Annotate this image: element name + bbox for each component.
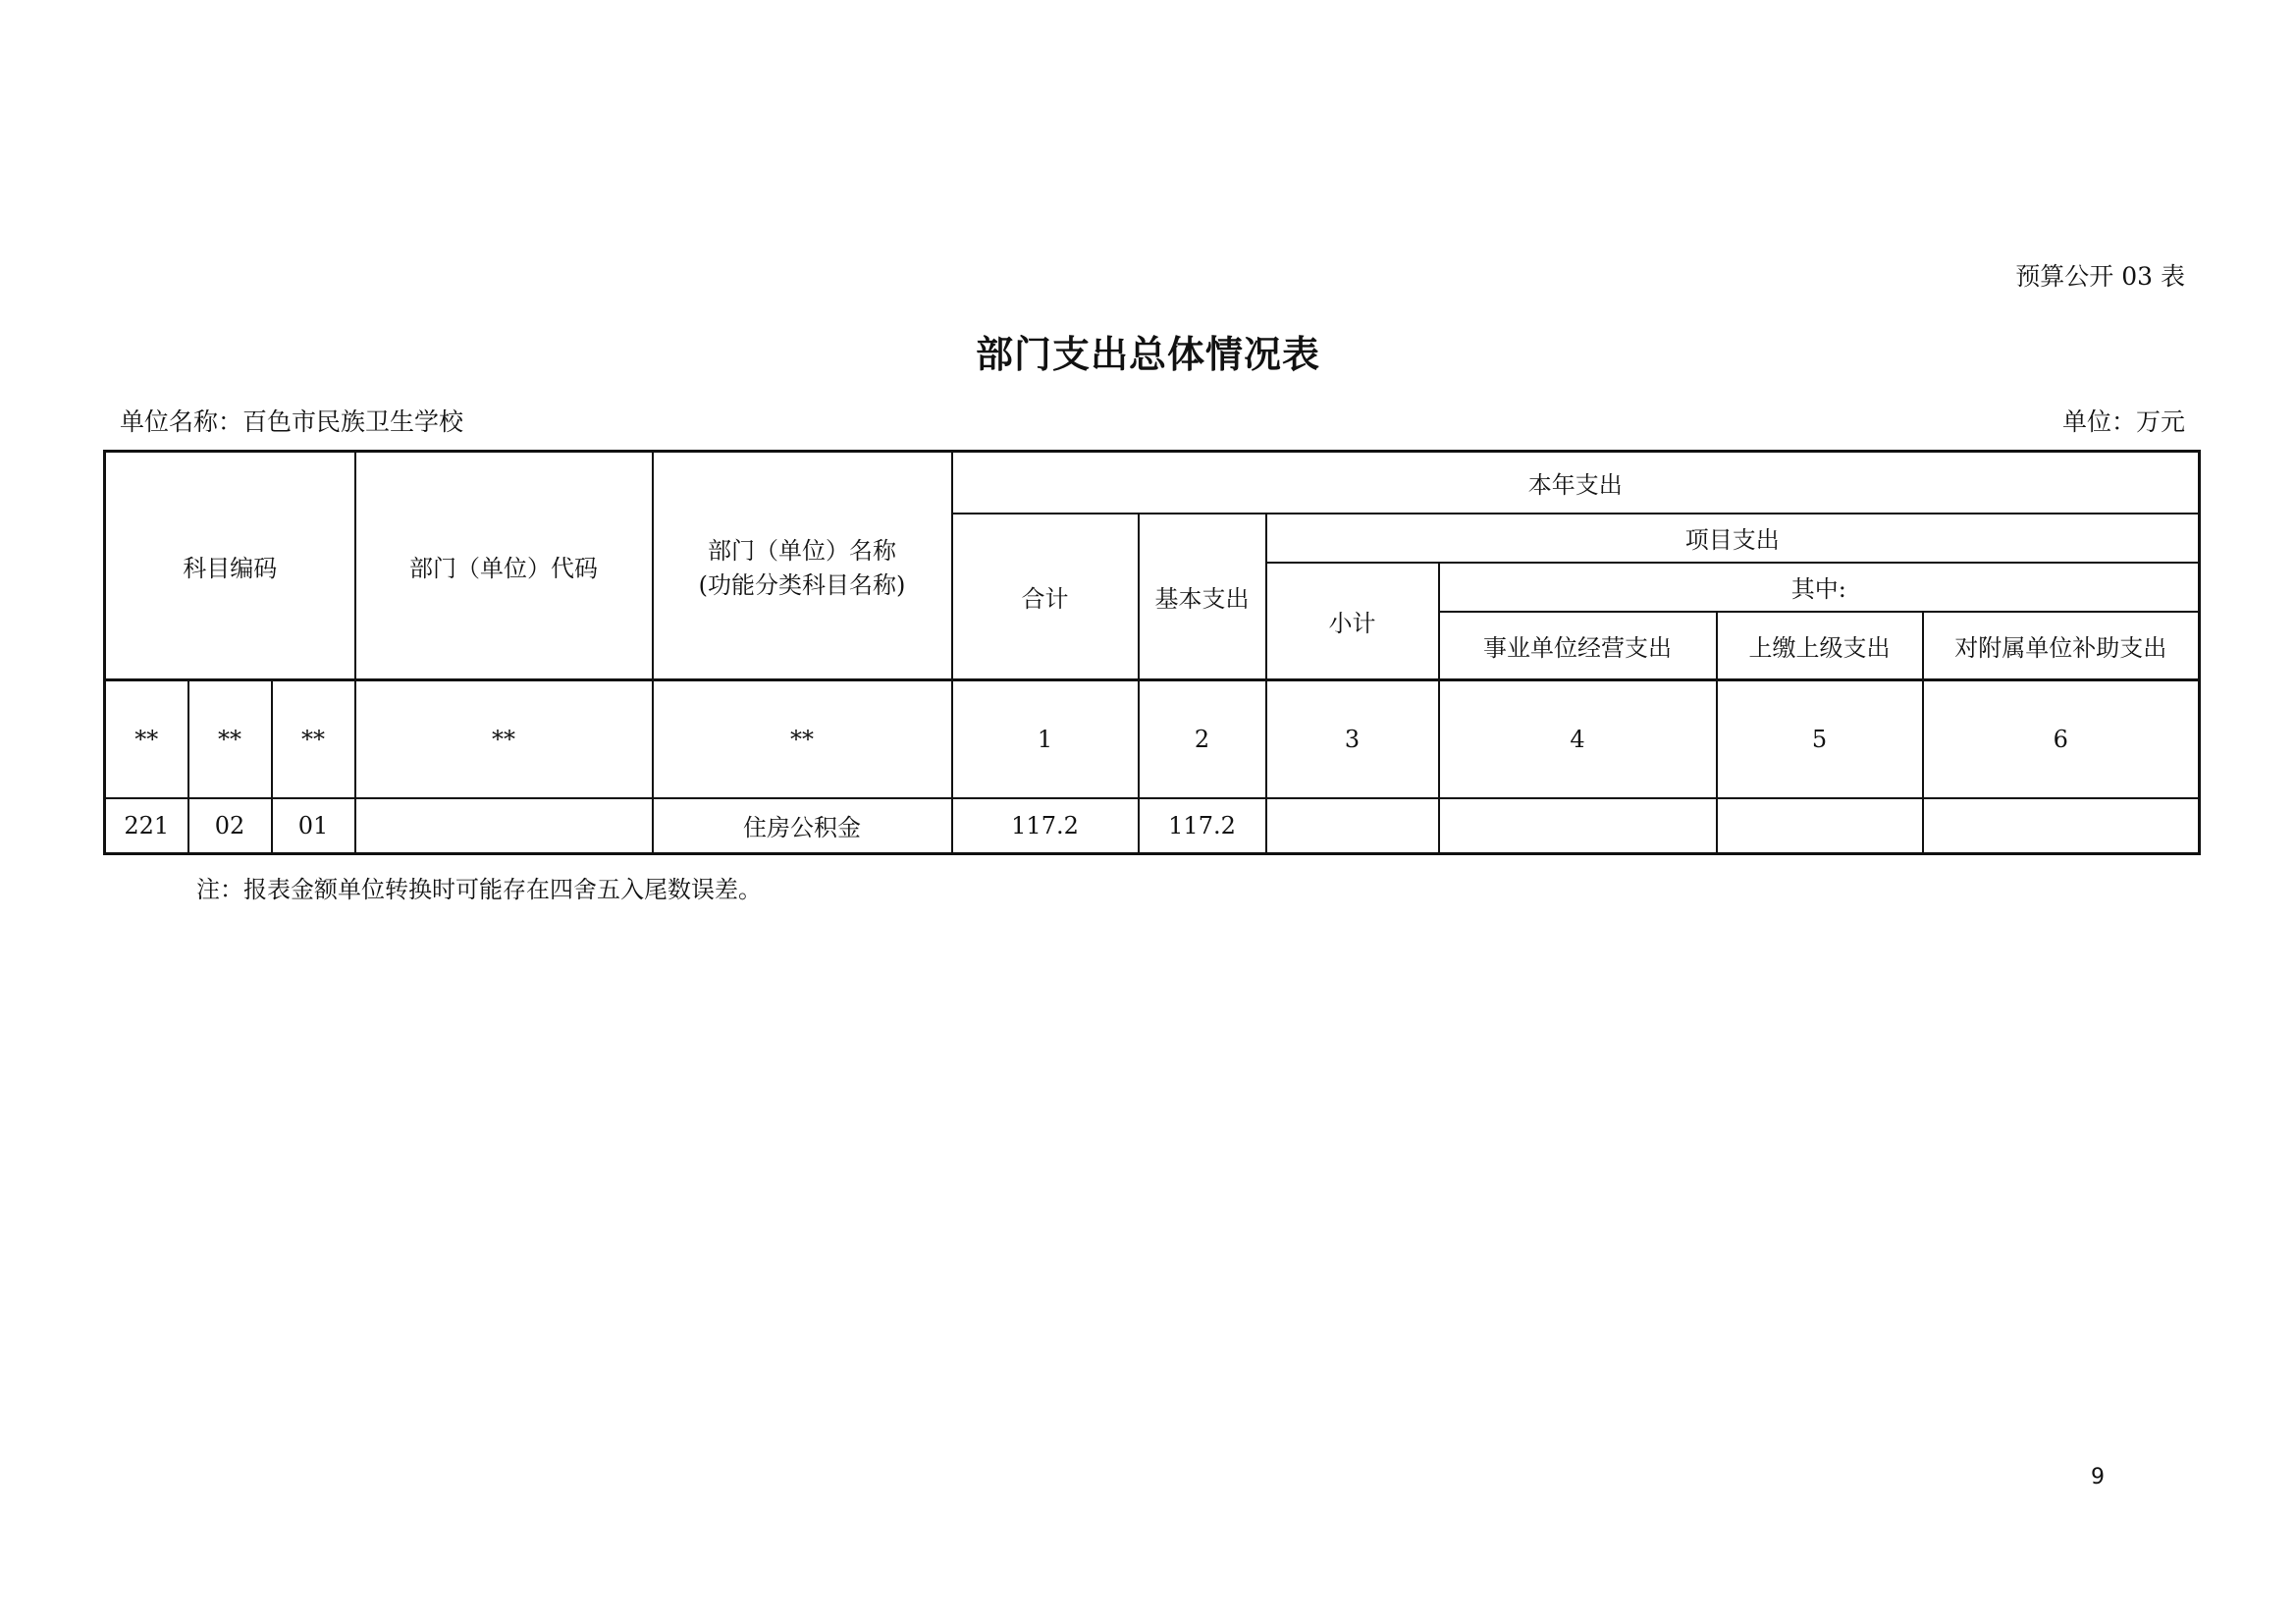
header-subsidy: 对附属单位补助支出 (1923, 612, 2200, 680)
form-number: 预算公开 03 表 (2015, 262, 2185, 291)
index-row (105, 680, 2200, 798)
cell-upper-payment (1717, 798, 1923, 854)
header-dept-code: 部门（单位）代码 (355, 452, 653, 680)
index-cell: ** (272, 680, 355, 798)
cell-subsidy (1923, 798, 2200, 854)
cell-business-ops (1439, 798, 1717, 854)
header-current-year: 本年支出 (952, 452, 2200, 514)
index-cell: ** (188, 680, 272, 798)
cell-basic: 117.2 (1139, 798, 1266, 854)
header-basic: 基本支出 (1139, 514, 1266, 680)
cell-class: 221 (105, 798, 188, 854)
cell-dept-code (355, 798, 653, 854)
page-title: 部门支出总体情况表 (975, 333, 1320, 376)
index-cell: 2 (1139, 680, 1266, 798)
cell-name: 住房公积金 (653, 798, 952, 854)
index-cell: ** (355, 680, 653, 798)
index-cell: 6 (1923, 680, 2200, 798)
cell-subitem: 01 (272, 798, 355, 854)
cell-item: 02 (188, 798, 272, 854)
unit-name: 单位名称：百色市民族卫生学校 (120, 407, 464, 436)
header-total: 合计 (952, 514, 1139, 680)
header-upper-payment: 上缴上级支出 (1717, 612, 1923, 680)
header-subject-code: 科目编码 (105, 452, 355, 680)
index-cell: 5 (1717, 680, 1923, 798)
header-dept-name-line1: 部门（单位）名称 (708, 537, 897, 565)
cell-subtotal (1266, 798, 1439, 854)
index-cell: ** (653, 680, 952, 798)
unit-measure: 单位：万元 (2061, 407, 2185, 436)
header-dept-name (653, 452, 952, 680)
expenditure-table (103, 450, 2201, 855)
footnote: 注：报表金额单位转换时可能存在四舍五入尾数误差。 (196, 876, 762, 903)
header-dept-name-line2: (功能分类科目名称) (698, 571, 906, 599)
index-cell: 4 (1439, 680, 1717, 798)
header-business-ops: 事业单位经营支出 (1439, 612, 1717, 680)
cell-total: 117.2 (952, 798, 1139, 854)
header-of-which: 其中: (1439, 563, 2200, 612)
index-cell: 3 (1266, 680, 1439, 798)
header-project: 项目支出 (1266, 514, 2200, 563)
index-cell: 1 (952, 680, 1139, 798)
table-row (105, 798, 2200, 854)
index-cell: ** (105, 680, 188, 798)
page-number: 9 (2091, 1465, 2105, 1489)
header-subtotal: 小计 (1266, 563, 1439, 680)
